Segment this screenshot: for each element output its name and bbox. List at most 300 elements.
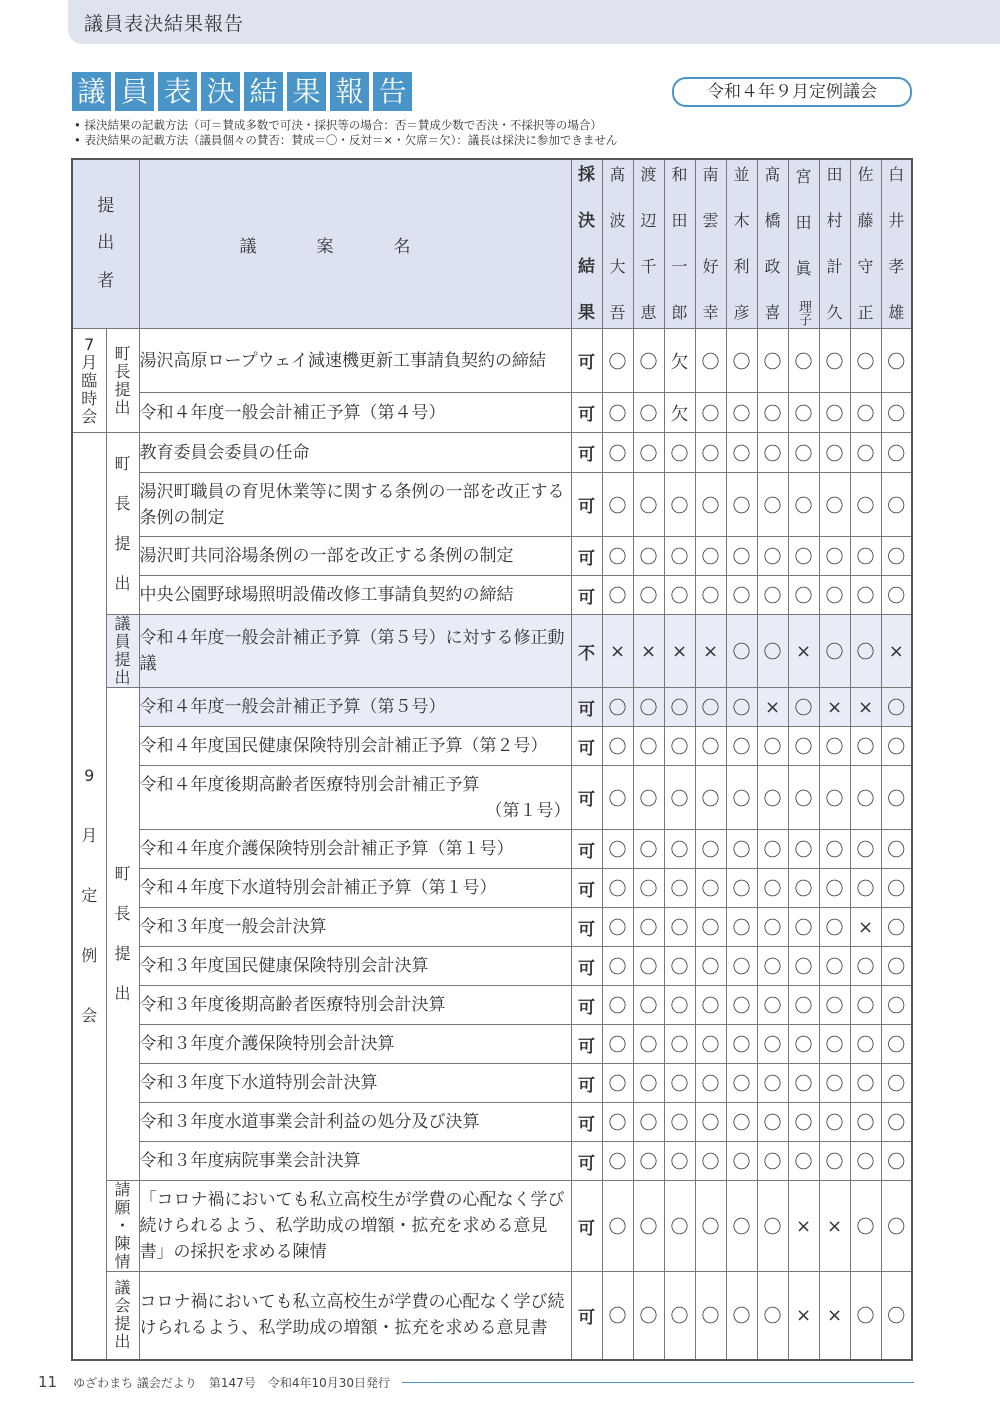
member-name-char: 吾 — [609, 303, 626, 322]
vertical-label-char: 請 — [114, 1180, 131, 1199]
member-vote: 〇 — [881, 473, 912, 537]
bill-name-text: 教育委員会委員の任命 — [139, 442, 310, 463]
member-vote: × — [850, 908, 881, 947]
member-vote: 〇 — [850, 433, 881, 473]
member-vote: 〇 — [664, 1064, 695, 1103]
member-vote: 〇 — [633, 1103, 664, 1142]
member-vote: 〇 — [788, 433, 819, 473]
member-vote: 〇 — [695, 393, 726, 433]
vertical-label-char: 会 — [81, 1005, 98, 1025]
member-name-char: 大 — [609, 257, 626, 276]
vertical-label-char: 出 — [114, 397, 131, 417]
member-name-char: 理子 — [796, 300, 811, 326]
bill-name — [139, 473, 571, 537]
member-vote: 〇 — [633, 1025, 664, 1064]
bill-name-text: 令和４年度後期高齢者医療特別会計補正予算 — [139, 774, 480, 795]
member-vote: 〇 — [664, 908, 695, 947]
member-vote: 〇 — [664, 576, 695, 615]
bill-name — [139, 576, 571, 615]
bill-name-text: 令和４年度一般会計補正予算（第５号） — [139, 697, 446, 717]
member-vote: 〇 — [788, 1142, 819, 1181]
member-name-char: 利 — [733, 257, 750, 276]
member-vote: 〇 — [850, 830, 881, 869]
footer-rule — [402, 1382, 914, 1383]
member-vote: 〇 — [602, 688, 633, 727]
bill-name — [139, 1064, 571, 1103]
member-vote: 〇 — [602, 908, 633, 947]
table-row — [72, 1025, 912, 1064]
member-name-char: 千 — [640, 257, 657, 276]
member-vote: 〇 — [850, 1103, 881, 1142]
vote-result: 可 — [571, 433, 602, 473]
member-vote: 〇 — [788, 576, 819, 615]
member-vote: 〇 — [788, 869, 819, 908]
vertical-label-char: 月 — [81, 352, 98, 372]
member-name-char: 雄 — [888, 303, 905, 322]
header-member — [726, 159, 757, 329]
vote-result: 可 — [571, 1272, 602, 1360]
vertical-label-char: 9 — [84, 765, 95, 785]
member-vote: 〇 — [881, 576, 912, 615]
member-vote: × — [633, 615, 664, 688]
vertical-label-char: 長 — [114, 361, 131, 381]
bill-name-text: 湯沢町職員の育児休業等に関する条例の一部を改正する条例の制定 — [139, 481, 565, 528]
member-vote: 〇 — [602, 869, 633, 908]
member-vote: 〇 — [726, 986, 757, 1025]
member-name-char: 田 — [795, 213, 812, 232]
member-vote: 〇 — [602, 1064, 633, 1103]
member-vote: 〇 — [633, 473, 664, 537]
vertical-label-char: 月 — [81, 825, 98, 845]
bill-name — [139, 908, 571, 947]
member-vote: 〇 — [850, 1064, 881, 1103]
member-vote: 〇 — [633, 766, 664, 830]
header-member — [788, 159, 819, 329]
member-vote: 〇 — [850, 1272, 881, 1360]
member-name-char: 守 — [857, 257, 874, 276]
member-vote: 〇 — [788, 947, 819, 986]
member-vote: 〇 — [757, 830, 788, 869]
member-name-char: 渡 — [640, 165, 657, 184]
member-vote: 〇 — [757, 329, 788, 393]
member-name-char: 髙 — [764, 165, 781, 184]
table-row — [72, 1142, 912, 1181]
member-name-char: 孝 — [888, 257, 905, 276]
header-proposer-char: 出 — [97, 233, 115, 254]
header-member — [757, 159, 788, 329]
member-vote: 〇 — [664, 1272, 695, 1360]
table-row — [72, 393, 912, 433]
member-vote: 〇 — [726, 947, 757, 986]
vote-result: 可 — [571, 688, 602, 727]
member-vote: 〇 — [664, 766, 695, 830]
vertical-label-char: 出 — [114, 1332, 131, 1352]
bill-name — [139, 766, 571, 830]
member-vote: 〇 — [664, 869, 695, 908]
vote-results-table — [71, 158, 913, 1361]
vertical-label-char: 長 — [114, 493, 131, 513]
member-vote: 〇 — [788, 1025, 819, 1064]
member-vote: 〇 — [664, 1142, 695, 1181]
bill-name — [139, 1181, 571, 1272]
member-vote: 〇 — [664, 688, 695, 727]
member-vote: 〇 — [850, 576, 881, 615]
member-name-char: 恵 — [640, 303, 657, 322]
bill-name-text: 令和３年度一般会計決算 — [139, 917, 327, 937]
member-vote: 〇 — [788, 830, 819, 869]
member-vote: 〇 — [881, 986, 912, 1025]
member-vote: 〇 — [695, 1025, 726, 1064]
bill-name — [139, 1025, 571, 1064]
member-vote: 〇 — [757, 766, 788, 830]
member-vote: 〇 — [695, 473, 726, 537]
member-vote: 〇 — [664, 1181, 695, 1272]
bill-name — [139, 947, 571, 986]
running-header: 議員表決結果報告 — [84, 13, 245, 35]
title-char: 結 — [244, 72, 283, 111]
header-member — [633, 159, 664, 329]
bill-name-text: 湯沢高原ロープウェイ減速機更新工事請負契約の締結 — [139, 350, 546, 371]
table-row — [72, 830, 912, 869]
title-char: 議 — [72, 72, 111, 111]
notes — [74, 118, 617, 148]
bill-name — [139, 986, 571, 1025]
bill-name-text: 令和３年度介護保険特別会計決算 — [139, 1034, 395, 1054]
vertical-label-char: 例 — [81, 945, 98, 965]
member-vote: 〇 — [757, 433, 788, 473]
member-vote: 〇 — [633, 830, 664, 869]
bill-name-text: 湯沢町共同浴場条例の一部を改正する条例の制定 — [139, 546, 514, 566]
vertical-label-char: 陳 — [114, 1234, 131, 1253]
table-row — [72, 947, 912, 986]
member-vote: 〇 — [633, 908, 664, 947]
vertical-label-char: 願 — [114, 1198, 131, 1217]
member-vote: 〇 — [602, 329, 633, 393]
proposer-cell — [106, 1272, 139, 1360]
member-vote: 〇 — [819, 433, 850, 473]
member-name-char: 好 — [702, 257, 719, 276]
member-vote: 〇 — [726, 615, 757, 688]
member-vote: 〇 — [881, 688, 912, 727]
bill-name — [139, 727, 571, 766]
vertical-label-char: 提 — [114, 944, 131, 963]
publication-info: ゆざわまち 議会だより 第147号 令和4年10月30日発行 — [73, 1375, 390, 1390]
title-char: 員 — [115, 72, 154, 111]
member-vote: 〇 — [881, 1025, 912, 1064]
header-proposer-char: 者 — [97, 270, 115, 291]
vertical-label-char: 出 — [114, 668, 131, 687]
member-vote: 〇 — [695, 869, 726, 908]
member-name-char: 雲 — [702, 211, 719, 230]
member-vote: 〇 — [757, 1181, 788, 1272]
member-name-char: 正 — [857, 303, 874, 322]
member-vote: 〇 — [757, 947, 788, 986]
table-row — [72, 688, 912, 727]
proposer-cell — [106, 433, 139, 615]
member-name-char: 佐 — [857, 165, 874, 184]
vote-result: 可 — [571, 393, 602, 433]
member-vote: 〇 — [819, 1142, 850, 1181]
title-char: 告 — [373, 72, 412, 111]
vote-result: 可 — [571, 869, 602, 908]
bill-name — [139, 1272, 571, 1360]
member-vote: 〇 — [726, 1103, 757, 1142]
table-row — [72, 986, 912, 1025]
member-vote: 〇 — [788, 766, 819, 830]
vertical-label-char: 町 — [114, 343, 131, 363]
vertical-label-char: 提 — [114, 379, 131, 399]
bill-name — [139, 830, 571, 869]
member-vote: × — [695, 615, 726, 688]
member-vote: 〇 — [695, 1181, 726, 1272]
member-vote: 〇 — [757, 1103, 788, 1142]
vertical-label-char: 提 — [114, 533, 131, 553]
member-vote: 〇 — [633, 433, 664, 473]
member-vote: 〇 — [695, 1272, 726, 1360]
member-vote: 〇 — [726, 537, 757, 576]
member-vote: 〇 — [881, 433, 912, 473]
session-cell — [72, 433, 106, 1360]
member-vote: 〇 — [850, 537, 881, 576]
member-vote: 〇 — [757, 908, 788, 947]
member-vote: 〇 — [881, 1103, 912, 1142]
member-vote: 〇 — [788, 908, 819, 947]
member-vote: 〇 — [726, 727, 757, 766]
member-vote: 〇 — [695, 433, 726, 473]
member-vote: 〇 — [633, 576, 664, 615]
member-vote: 〇 — [726, 766, 757, 830]
member-vote: 〇 — [726, 1272, 757, 1360]
member-vote: 〇 — [602, 473, 633, 537]
bill-name — [139, 1142, 571, 1181]
header-bill-name — [139, 159, 571, 329]
table-row — [72, 576, 912, 615]
member-vote: 〇 — [819, 615, 850, 688]
member-name-char: 和 — [671, 165, 688, 184]
member-vote: 〇 — [850, 869, 881, 908]
member-vote: × — [602, 615, 633, 688]
member-vote: 〇 — [726, 576, 757, 615]
member-vote: 〇 — [850, 1025, 881, 1064]
member-vote: 〇 — [819, 727, 850, 766]
vertical-label-char: 時 — [81, 388, 98, 408]
member-vote: 〇 — [788, 537, 819, 576]
member-name-char: 髙 — [609, 165, 626, 184]
session-badge: 令和４年９月定例議会 — [672, 77, 912, 107]
member-vote: 〇 — [788, 393, 819, 433]
member-vote: 〇 — [819, 1025, 850, 1064]
member-vote: × — [881, 615, 912, 688]
member-vote: 〇 — [602, 1025, 633, 1064]
member-vote: 〇 — [602, 830, 633, 869]
member-vote: 〇 — [664, 537, 695, 576]
member-name-char: 南 — [702, 165, 719, 184]
vertical-label-char: 員 — [114, 632, 131, 651]
vote-result: 可 — [571, 576, 602, 615]
member-vote: × — [664, 615, 695, 688]
member-vote: 〇 — [850, 1181, 881, 1272]
member-vote: 〇 — [602, 986, 633, 1025]
vote-result: 可 — [571, 1064, 602, 1103]
bill-name — [139, 615, 571, 688]
table-row — [72, 908, 912, 947]
bill-name-text: 令和４年度一般会計補正予算（第４号） — [139, 402, 446, 423]
member-vote: 〇 — [850, 1142, 881, 1181]
member-vote: 〇 — [881, 727, 912, 766]
member-vote: 〇 — [664, 1103, 695, 1142]
bill-name — [139, 1103, 571, 1142]
member-vote: 〇 — [757, 576, 788, 615]
member-vote: 〇 — [850, 393, 881, 433]
member-vote: 〇 — [633, 1064, 664, 1103]
table-row — [72, 329, 912, 393]
member-vote: 〇 — [726, 688, 757, 727]
header-result — [571, 159, 602, 329]
title-char: 果 — [287, 72, 326, 111]
member-vote: 〇 — [819, 869, 850, 908]
table-row — [72, 615, 912, 688]
header-member — [664, 159, 695, 329]
member-vote: × — [850, 688, 881, 727]
member-vote: 〇 — [788, 727, 819, 766]
member-vote: 〇 — [633, 869, 664, 908]
vertical-label-char: 議 — [114, 614, 131, 633]
member-vote: 〇 — [819, 473, 850, 537]
member-vote: 〇 — [788, 986, 819, 1025]
member-vote: 〇 — [633, 1272, 664, 1360]
member-vote: 〇 — [633, 688, 664, 727]
table-row — [72, 537, 912, 576]
header-member — [850, 159, 881, 329]
bill-name-text: 令和３年度水道事業会計利益の処分及び決算 — [139, 1112, 480, 1132]
member-vote: 〇 — [881, 908, 912, 947]
member-vote: 〇 — [633, 1142, 664, 1181]
member-vote: 〇 — [757, 869, 788, 908]
table-row — [72, 1181, 912, 1272]
member-vote: 〇 — [695, 766, 726, 830]
vote-result: 不 — [571, 615, 602, 688]
vote-result: 可 — [571, 329, 602, 393]
member-vote: 〇 — [881, 393, 912, 433]
member-name-char: 辺 — [640, 211, 657, 230]
member-vote: 〇 — [819, 537, 850, 576]
bill-name-text: 令和４年度国民健康保険特別会計補正予算（第２号） — [139, 736, 548, 756]
member-vote: 〇 — [695, 830, 726, 869]
member-name-char: 眞 — [795, 259, 812, 278]
member-vote: 〇 — [788, 1103, 819, 1142]
bill-name — [139, 869, 571, 908]
member-vote: 〇 — [602, 393, 633, 433]
vertical-label-char: 出 — [114, 573, 131, 593]
proposer-cell — [106, 615, 139, 688]
member-vote: 〇 — [819, 576, 850, 615]
member-vote: 〇 — [695, 688, 726, 727]
member-vote: 〇 — [695, 1142, 726, 1181]
header-proposer-char: 提 — [97, 196, 115, 217]
vote-result: 可 — [571, 727, 602, 766]
header-bill-name-text: 議案名 — [239, 236, 471, 257]
member-vote: 欠 — [664, 329, 695, 393]
member-vote: 〇 — [757, 537, 788, 576]
member-vote: 〇 — [850, 727, 881, 766]
bill-name-text: 令和３年度国民健康保険特別会計決算 — [139, 956, 429, 976]
vertical-label-char: 提 — [114, 650, 131, 669]
member-vote: 〇 — [757, 1025, 788, 1064]
vertical-label-char: 7 — [84, 334, 95, 354]
member-vote: 〇 — [726, 869, 757, 908]
member-vote: 〇 — [819, 986, 850, 1025]
title-char: 報 — [330, 72, 369, 111]
member-vote: 〇 — [602, 947, 633, 986]
member-vote: 〇 — [633, 329, 664, 393]
member-vote: 〇 — [726, 830, 757, 869]
member-vote: 〇 — [602, 433, 633, 473]
bill-name-text: 中央公園野球場照明設備改修工事請負契約の締結 — [139, 585, 514, 605]
member-vote: 〇 — [633, 393, 664, 433]
vote-result: 可 — [571, 908, 602, 947]
member-name-char: 久 — [826, 303, 843, 322]
member-name-char: 幸 — [702, 303, 719, 322]
session-cell — [72, 329, 106, 433]
member-vote: 〇 — [881, 869, 912, 908]
member-name-char: 橋 — [764, 211, 781, 230]
member-vote: × — [788, 1181, 819, 1272]
member-vote: 〇 — [726, 433, 757, 473]
proposer-cell — [106, 329, 139, 433]
bill-name — [139, 537, 571, 576]
member-vote: 〇 — [757, 615, 788, 688]
member-vote: 〇 — [850, 615, 881, 688]
note-result-method: • 採決結果の記載方法（可＝賛成多数で可決・採択等の場合：否＝賛成少数で否決・不採択等の場合） — [74, 118, 602, 132]
bill-name-text: 令和３年度後期高齢者医療特別会計決算 — [139, 995, 446, 1015]
member-vote: 〇 — [881, 766, 912, 830]
header-result-char: 決 — [578, 211, 595, 231]
member-vote: 〇 — [664, 830, 695, 869]
vote-result: 可 — [571, 1103, 602, 1142]
member-vote: 〇 — [881, 1181, 912, 1272]
member-vote: × — [819, 688, 850, 727]
page-number: 11 — [38, 1373, 58, 1391]
member-vote: 〇 — [757, 1142, 788, 1181]
member-vote: 〇 — [850, 766, 881, 830]
vertical-label-char: 町 — [114, 453, 131, 473]
member-vote: × — [788, 1272, 819, 1360]
table-row — [72, 1103, 912, 1142]
member-name-char: 計 — [826, 257, 843, 276]
member-vote: 〇 — [602, 537, 633, 576]
table-row — [72, 1272, 912, 1360]
member-vote: 〇 — [819, 1103, 850, 1142]
member-name-char: 彦 — [733, 303, 750, 322]
member-vote: 〇 — [757, 727, 788, 766]
bill-name — [139, 393, 571, 433]
bill-name-text: コロナ禍においても私立高校生が学費の心配なく学び続けられるよう、私学助成の増額・拡充を求める意見書 — [139, 1292, 565, 1339]
member-vote: 〇 — [726, 393, 757, 433]
member-vote: 〇 — [726, 473, 757, 537]
header-result-char: 結 — [578, 257, 595, 277]
member-vote: 〇 — [819, 830, 850, 869]
member-vote: 〇 — [633, 537, 664, 576]
member-name-char: 一 — [671, 257, 688, 276]
member-vote: 〇 — [881, 537, 912, 576]
member-vote: 〇 — [602, 576, 633, 615]
member-name-char: 白 — [888, 165, 905, 184]
member-vote: 〇 — [602, 1103, 633, 1142]
member-vote: 〇 — [757, 986, 788, 1025]
vertical-label-char: 会 — [81, 406, 98, 426]
vertical-label-char: 出 — [114, 984, 131, 1003]
member-vote: 〇 — [602, 1181, 633, 1272]
